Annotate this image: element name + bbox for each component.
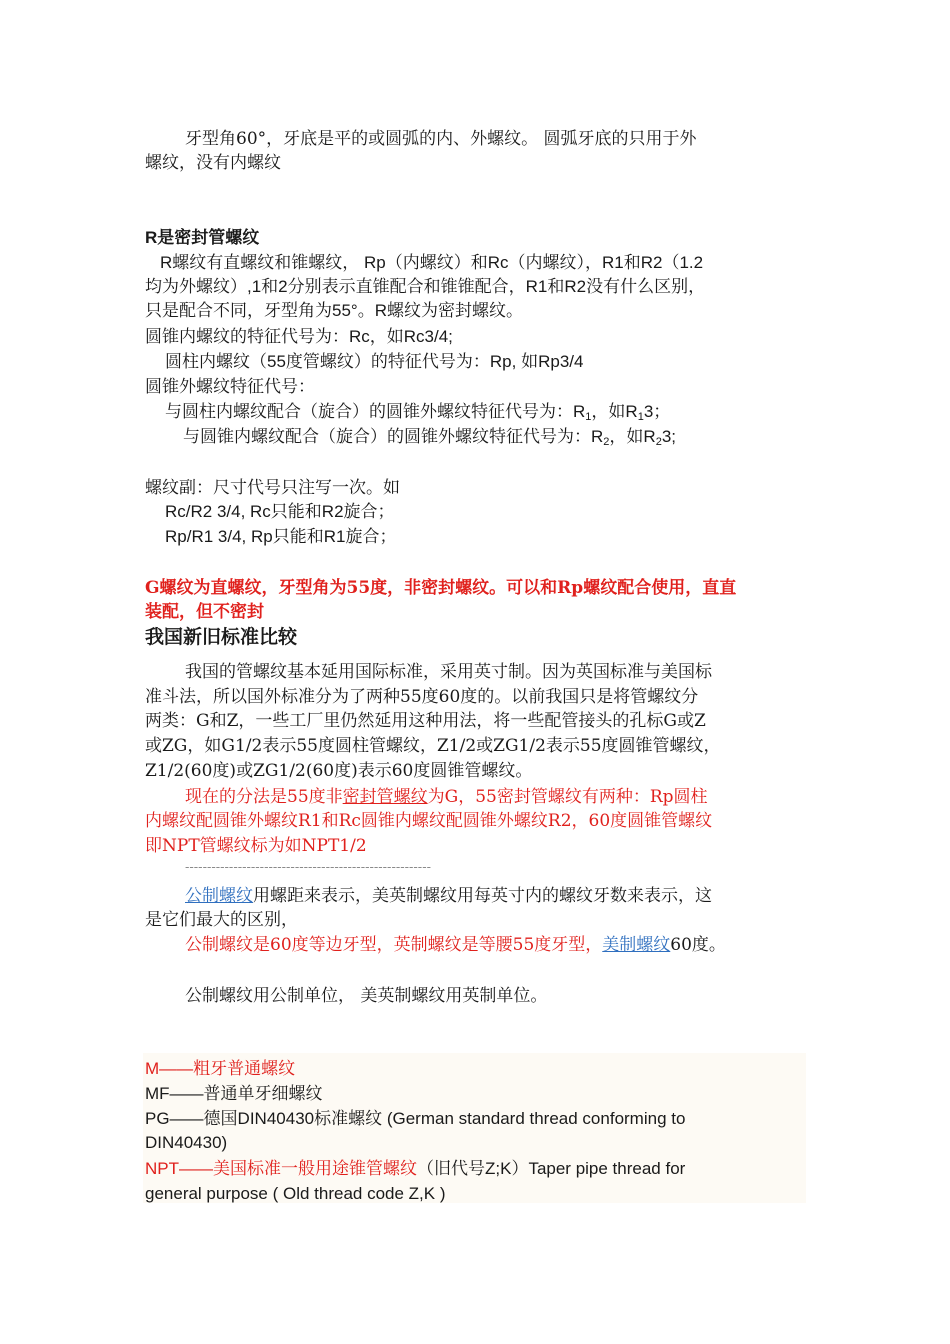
r1-example-value: 3；	[643, 402, 671, 421]
r-text-line-2: 均为外螺纹）,1和2分别表示直锥配合和锥锥配合，R1和R2没有什么区别，	[145, 277, 706, 296]
r2-subscript: 2	[603, 436, 610, 448]
r-text-line-4: 圆锥内螺纹的特征代号为：Rc，如Rc3/4;	[145, 327, 453, 346]
r-text-line-5: 圆柱内螺纹（55度管螺纹）的特征代号为：Rp, 如Rp3/4	[165, 352, 584, 371]
code-npt-line-1	[145, 1157, 685, 1181]
compare-red-line-1	[185, 785, 708, 809]
r-text-line-1: R螺纹有直螺纹和锥螺纹， Rp（内螺纹）和Rc（内螺纹），R1和R2（1.2	[160, 253, 704, 272]
metric-line-3	[185, 933, 726, 957]
code-npt-rest: （旧代号Z;K）Taper pipe thread for	[417, 1159, 686, 1178]
code-pg-line-1: PG——德国DIN40430标准螺纹 (German standard thread conforming to	[145, 1109, 686, 1128]
code-mf: MF——普通单牙细螺纹	[145, 1084, 323, 1103]
compare-red-line-3: 即NPT管螺纹标为如NPT1/2	[145, 836, 367, 856]
red-text-end: 为G，55密封管螺纹有两种：Rp圆柱	[427, 787, 708, 807]
metric-thread-link[interactable]: 公制螺纹	[185, 886, 253, 906]
g-section-line-1: G螺纹为直螺纹，牙型角为55度，非密封螺纹。可以和Rp螺纹配合使用，直直	[145, 578, 737, 598]
dashed-divider: --------------------------------------------------------	[185, 860, 431, 875]
thread-pair-rc: Rc/R2 3/4, Rc只能和R2旋合；	[165, 502, 395, 521]
metric-line-2: 是它们最大的区别，	[145, 910, 298, 930]
compare-heading: 我国新旧标准比较	[145, 626, 298, 648]
r2-example-text: ，如R	[609, 427, 656, 446]
thread-pair-intro: 螺纹副：尺寸代号只注写一次。如	[145, 478, 400, 497]
metric-line-3-red: 公制螺纹是60度等边牙型，英制螺纹是等腰55度牙型，	[185, 935, 603, 955]
compare-red-line-2: 内螺纹配圆锥外螺纹R1和Rc圆锥内螺纹配圆锥外螺纹R2，60度圆锥管螺纹	[145, 811, 713, 831]
r1-subscript: 1	[585, 411, 592, 423]
thread-pair-rp: Rp/R1 3/4, Rp只能和R1旋合；	[165, 527, 397, 546]
metric-line-4: 公制螺纹用公制单位， 美英制螺纹用英制单位。	[185, 986, 548, 1006]
r1-example-subscript: 1	[637, 411, 644, 423]
r1-example-text: ，如R	[591, 402, 638, 421]
compare-line-3: 两类：G和Z，一些工厂里仍然延用这种用法，将一些配管接头的孔标G或Z	[145, 711, 706, 731]
compare-line-1: 我国的管螺纹基本延用国际标准，采用英寸制。因为英国标准与美国标	[185, 662, 712, 682]
r-text-line-6: 圆锥外螺纹特征代号：	[145, 377, 315, 396]
sealed-pipe-thread-link[interactable]: 密封管螺纹	[342, 787, 428, 807]
metric-line-3-end: 60度。	[670, 935, 726, 955]
intro-line-2: 螺纹，没有内螺纹	[145, 153, 281, 173]
g-section-line-2: 装配，但不密封	[145, 602, 264, 622]
r-text-line-3: 只是配合不同，牙型角为55°。R螺纹为密封螺纹。	[145, 301, 523, 320]
r2-text: 与圆锥内螺纹配合（旋合）的圆锥外螺纹特征代号为：R	[183, 427, 604, 446]
code-npt-red: NPT——美国标准一般用途锥管螺纹	[145, 1159, 417, 1178]
american-thread-link[interactable]: 美制螺纹	[602, 935, 671, 955]
compare-line-2: 准斗法，所以国外标准分为了两种55度60度的。以前我国只是将管螺纹分	[145, 687, 699, 707]
code-npt-line-2: general purpose ( Old thread code Z,K )	[145, 1184, 446, 1203]
r-text-line-8	[183, 425, 676, 454]
r2-example-value: 3;	[661, 427, 676, 446]
red-text-start: 现在的分法是55度非	[185, 787, 343, 807]
compare-line-5: Z1/2(60度)或ZG1/2(60度)表示60度圆锥管螺纹。	[145, 761, 533, 781]
r-section-title: R是密封管螺纹	[145, 228, 260, 247]
code-m: M——粗牙普通螺纹	[145, 1059, 296, 1078]
r2-example-subscript: 2	[655, 436, 662, 448]
metric-line-1	[185, 884, 712, 908]
metric-line-1-text: 用螺距来表示，美英制螺纹用每英寸内的螺纹牙数来表示，这	[253, 886, 712, 906]
code-pg-line-2: DIN40430)	[145, 1133, 228, 1152]
r1-text: 与圆柱内螺纹配合（旋合）的圆锥外螺纹特征代号为：R	[165, 402, 586, 421]
intro-line-1: 牙型角60°，牙底是平的或圆弧的内、外螺纹。 圆弧牙底的只用于外	[185, 129, 697, 149]
compare-line-4: 或ZG，如G1/2表示55度圆柱管螺纹，Z1/2或ZG1/2表示55度圆锥管螺纹，	[145, 736, 721, 756]
